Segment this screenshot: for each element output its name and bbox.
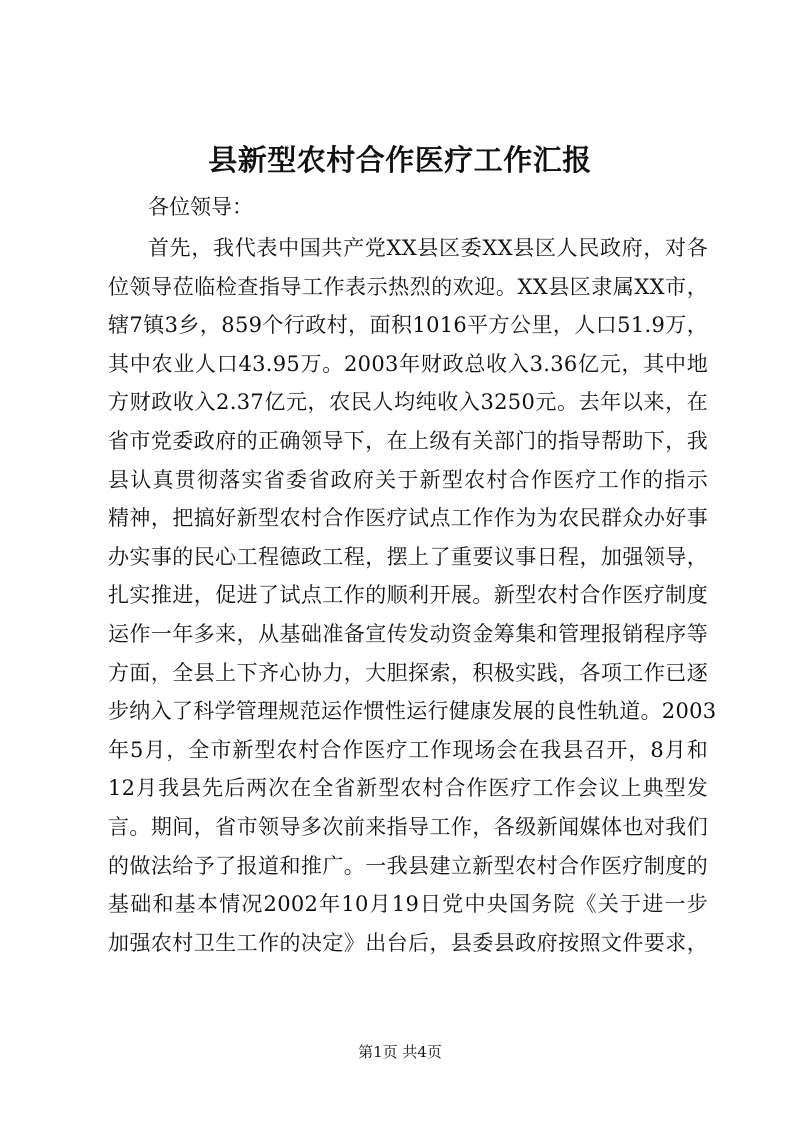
body-line: 辖7镇3乡，859个行政村，面积1016平方公里，人口51.9万， (108, 313, 708, 338)
body-line: 言。期间，省市领导多次前来指导工作，各级新闻媒体也对我们 (108, 814, 708, 839)
document-title: 县新型农村合作医疗工作汇报 (208, 143, 592, 177)
body-line: 的做法给予了报道和推广。一我县建立新型农村合作医疗制度的 (108, 853, 708, 878)
body-line: 加强农村卫生工作的决定》出台后，县委县政府按照文件要求， (108, 930, 708, 955)
body-line: 精神，把搞好新型农村合作医疗试点工作作为为农民群众办好事 (108, 506, 708, 531)
body-line: 方面，全县上下齐心协力，大胆探索，积极实践，各项工作已逐 (108, 660, 708, 685)
body-line: 省市党委政府的正确领导下，在上级有关部门的指导帮助下，我 (108, 428, 708, 453)
body-line: 首先，我代表中国共产党XX县区委XX县区人民政府，对各 (148, 236, 708, 260)
body-line: 办实事的民心工程德政工程，摆上了重要议事日程，加强领导， (108, 544, 708, 569)
page-footer: 第1页 共4页 (358, 1043, 442, 1061)
body-line: 运作一年多来，从基础准备宣传发动资金筹集和管理报销程序等 (108, 621, 708, 646)
body-text (108, 229, 717, 962)
body-line: 方财政收入2.37亿元，农民人均纯收入3250元。去年以来，在 (108, 390, 708, 415)
body-line: 基础和基本情况2002年10月19日党中央国务院《关于进一步 (108, 892, 708, 917)
body-line: 其中农业人口43.95万。2003年财政总收入3.36亿元，其中地 (108, 351, 708, 376)
body-line: 扎实推进，促进了试点工作的顺利开展。新型农村合作医疗制度 (108, 583, 708, 608)
body-line: 步纳入了科学管理规范运作惯性运行健康发展的良性轨道。2003 (108, 699, 717, 724)
body-line: 年5月，全市新型农村合作医疗工作现场会在我县召开，8月和 (108, 737, 708, 762)
salutation: 各位领导： (148, 195, 253, 219)
body-line: 县认真贯彻落实省委省政府关于新型农村合作医疗工作的指示 (108, 467, 708, 492)
body-line: 12月我县先后两次在全省新型农村合作医疗工作会议上典型发 (108, 776, 708, 801)
body-line: 位领导莅临检查指导工作表示热烈的欢迎。XX县区隶属XX市， (108, 274, 708, 299)
